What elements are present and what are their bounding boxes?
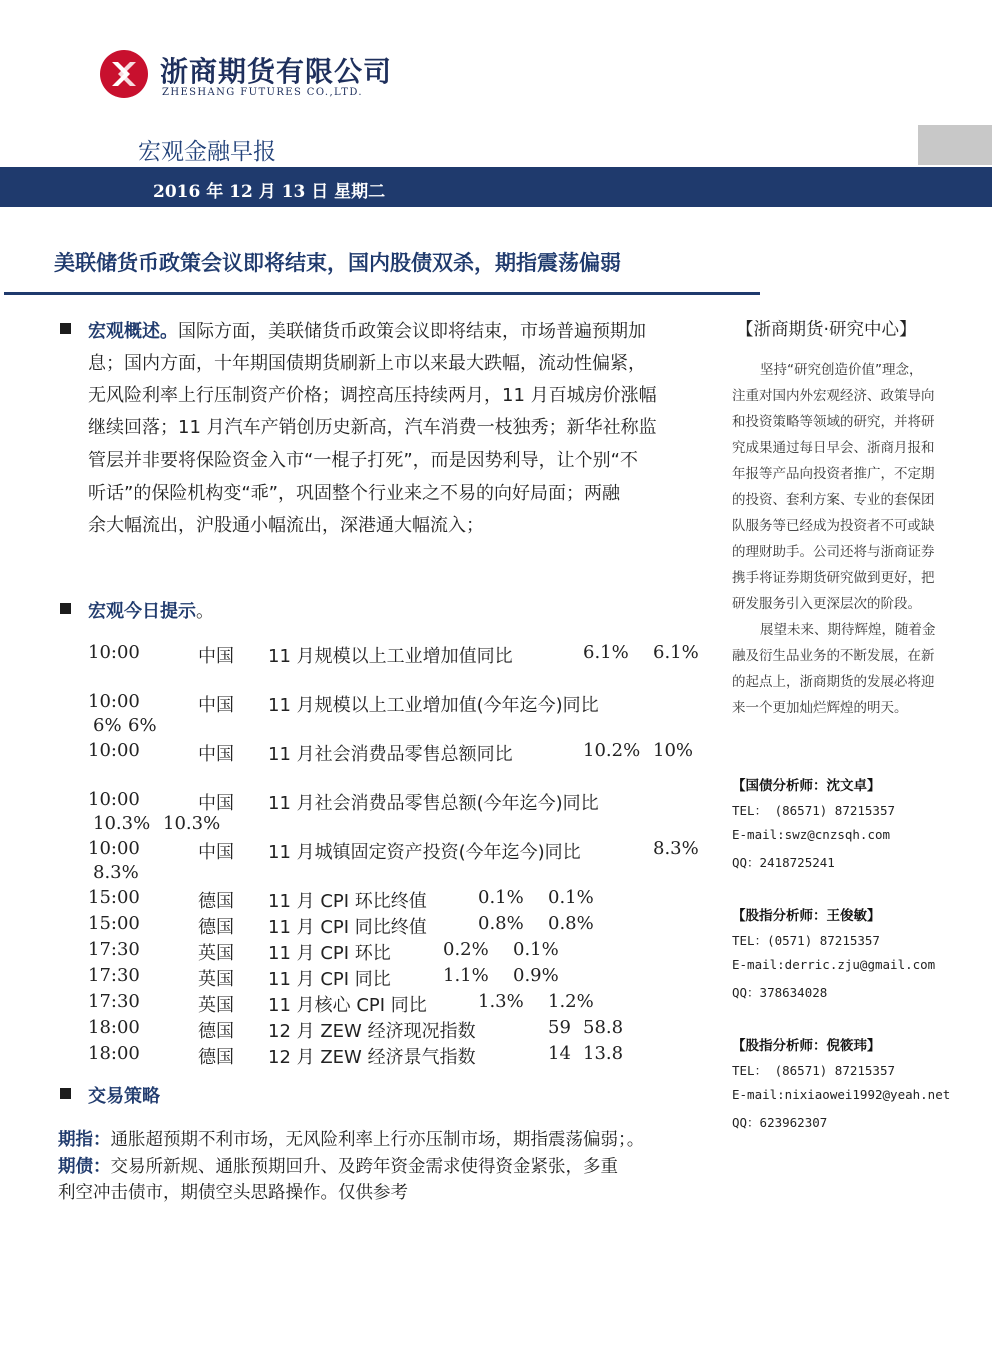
analyst-tel: TEL： (86571) 87215357 xyxy=(732,1063,896,1078)
date-bar xyxy=(0,167,992,207)
strategy-bond-line: 期债：交易所新规、通胀预期回升、及跨年资金需求使得资金紧张，多重 xyxy=(58,1157,618,1177)
event-indicator: 11 月规模以上工业增加值同比 xyxy=(268,646,513,667)
company-logo xyxy=(98,48,150,100)
event-country: 中国 xyxy=(198,842,234,863)
sidebar-para-line: 队服务等已经成为投资者不可或缺 xyxy=(732,518,935,534)
sidebar-para-line: 和投资策略等领域的研究，并将研 xyxy=(732,414,935,430)
event-forecast: 0.9% xyxy=(513,965,559,986)
event-prev: 8.3% xyxy=(653,838,699,859)
analyst-name: 【股指分析师：倪筱玮】 xyxy=(732,1038,881,1054)
today-title: 宏观今日提示。 xyxy=(88,601,214,622)
event-forecast: 6% xyxy=(128,715,157,736)
event-forecast: 0.1% xyxy=(548,887,594,908)
strategy-title: 交易策略 xyxy=(88,1086,160,1107)
event-indicator: 11 月 CPI 同比 xyxy=(268,969,391,990)
event-country: 中国 xyxy=(198,646,234,667)
event-prev: 10.2% xyxy=(583,740,641,761)
overview-line-2: 息；国内方面，十年期国债期货刷新上市以来最大跌幅，流动性偏紧， xyxy=(88,353,646,374)
event-country: 德国 xyxy=(198,1047,234,1068)
event-prev: 6.1% xyxy=(583,642,629,663)
event-time: 17:30 xyxy=(88,991,140,1012)
event-country: 英国 xyxy=(198,943,234,964)
analyst-name: 【国债分析师：沈文卓】 xyxy=(732,778,881,794)
event-country: 德国 xyxy=(198,917,234,938)
strategy-index-line: 期指：通胀超预期不利市场，无风险利率上行亦压制市场，期指震荡偏弱；。 xyxy=(58,1130,645,1150)
event-time: 10:00 xyxy=(88,789,140,810)
sidebar-para-line: 注重对国内外宏观经济、政策导向 xyxy=(732,388,935,404)
event-indicator: 12 月 ZEW 经济景气指数 xyxy=(268,1047,476,1068)
sidebar-para-line: 究成果通过每日早会、浙商月报和 xyxy=(732,440,935,456)
strategy-bond-line-2: 利空冲击债市，期债空头思路操作。仅供参考 xyxy=(58,1183,408,1203)
sidebar-para-line: 的投资、套利方案、专业的套保团 xyxy=(732,492,935,508)
company-name-en: ZHESHANG FUTURES CO.,LTD. xyxy=(162,87,363,98)
event-forecast: 8.3% xyxy=(93,862,139,883)
overview-line-3: 无风险利率上行压制资产价格；调控高压持续两月，11 月百城房价涨幅 xyxy=(88,385,657,406)
event-indicator: 11 月规模以上工业增加值(今年迄今)同比 xyxy=(268,695,599,716)
sidebar-para-line: 研发服务引入更深层次的阶段。 xyxy=(732,596,921,612)
section-bullet-icon xyxy=(60,1088,71,1099)
event-indicator: 11 月社会消费品零售总额(今年迄今)同比 xyxy=(268,793,599,814)
event-prev: 6% xyxy=(93,715,122,736)
event-time: 10:00 xyxy=(88,691,140,712)
headline-divider xyxy=(4,292,760,295)
event-forecast: 10% xyxy=(653,740,694,761)
event-forecast: 0.8% xyxy=(548,913,594,934)
event-time: 18:00 xyxy=(88,1043,140,1064)
event-time: 10:00 xyxy=(88,740,140,761)
sidebar-para-line: 来一个更加灿烂辉煌的明天。 xyxy=(732,700,908,716)
event-country: 中国 xyxy=(198,793,234,814)
event-time: 15:00 xyxy=(88,887,140,908)
event-forecast: 6.1% xyxy=(653,642,699,663)
sidebar-title: 【浙商期货·研究中心】 xyxy=(736,320,917,340)
analyst-name: 【股指分析师：王俊敏】 xyxy=(732,908,881,924)
event-time: 17:30 xyxy=(88,939,140,960)
section-bullet-icon xyxy=(60,603,71,614)
sidebar-para-line: 展望未来、期待辉煌，随着金 xyxy=(760,622,936,638)
overview-line-6: 听话”的保险机构变“乖”，巩固整个行业来之不易的向好局面；两融 xyxy=(88,483,620,504)
sidebar-para-line: 的起点上，浙商期货的发展必将迎 xyxy=(732,674,935,690)
event-prev: 10.3% xyxy=(93,813,151,834)
report-date: 2016 年 12 月 13 日 星期二 xyxy=(153,182,386,202)
event-time: 10:00 xyxy=(88,838,140,859)
event-prev: 59 xyxy=(548,1017,571,1038)
sidebar-para-line: 融及衍生品业务的不断发展，在新 xyxy=(732,648,935,664)
sidebar-para-line: 坚持“研究创造价值”理念， xyxy=(760,362,923,378)
analyst-qq: QQ：2418725241 xyxy=(732,855,835,870)
analyst-qq: QQ：378634028 xyxy=(732,985,828,1000)
sidebar-para-line: 的理财助手。公司还将与浙商证券 xyxy=(732,544,935,560)
event-prev: 0.1% xyxy=(478,887,524,908)
section-bullet-icon xyxy=(60,323,71,334)
event-indicator: 11 月核心 CPI 同比 xyxy=(268,995,427,1016)
event-country: 英国 xyxy=(198,995,234,1016)
event-time: 15:00 xyxy=(88,913,140,934)
overview-line-7: 余大幅流出，沪股通小幅流出，深港通大幅流入； xyxy=(88,515,484,536)
analyst-email[interactable]: E-mail:derric.zju@gmail.com xyxy=(732,957,936,972)
event-prev: 14 xyxy=(548,1043,571,1064)
event-indicator: 11 月 CPI 同比终值 xyxy=(268,917,427,938)
event-forecast: 13.8 xyxy=(583,1043,624,1064)
event-country: 中国 xyxy=(198,744,234,765)
sidebar-para-line: 携手将证券期货研究做到更好，把 xyxy=(732,570,935,586)
event-indicator: 11 月 CPI 环比终值 xyxy=(268,891,427,912)
event-indicator: 11 月 CPI 环比 xyxy=(268,943,391,964)
overview-label: 宏观概述。 xyxy=(88,321,178,342)
analyst-email[interactable]: E-mail:swz@cnzsqh.com xyxy=(732,827,891,842)
event-forecast: 58.8 xyxy=(583,1017,624,1038)
overview-line-4: 继续回落；11 月汽车产销创历史新高，汽车消费一枝独秀；新华社称监 xyxy=(88,417,657,438)
event-time: 17:30 xyxy=(88,965,140,986)
analyst-qq: QQ：623962307 xyxy=(732,1115,828,1130)
sidebar-para-line: 年报等产品向投资者推广，不定期 xyxy=(732,466,935,482)
report-type: 宏观金融早报 xyxy=(138,139,276,165)
event-forecast: 1.2% xyxy=(548,991,594,1012)
event-indicator: 11 月社会消费品零售总额同比 xyxy=(268,744,513,765)
event-time: 10:00 xyxy=(88,642,140,663)
analyst-email[interactable]: E-mail:nixiaowei1992@yeah.net xyxy=(732,1087,951,1102)
overview-line-1: 宏观概述。国际方面，美联储货币政策会议即将结束，市场普遍预期加 xyxy=(88,321,646,342)
company-name-cn: 浙商期货有限公司 xyxy=(160,55,393,88)
event-forecast: 0.1% xyxy=(513,939,559,960)
analyst-tel: TEL：(0571) 87215357 xyxy=(732,933,880,948)
event-time: 18:00 xyxy=(88,1017,140,1038)
event-country: 德国 xyxy=(198,1021,234,1042)
corner-gray-block xyxy=(918,125,992,165)
event-country: 英国 xyxy=(198,969,234,990)
event-country: 中国 xyxy=(198,695,234,716)
event-country: 德国 xyxy=(198,891,234,912)
event-prev: 0.2% xyxy=(443,939,489,960)
headline: 美联储货币政策会议即将结束，国内股债双杀，期指震荡偏弱 xyxy=(54,251,621,275)
event-indicator: 12 月 ZEW 经济现况指数 xyxy=(268,1021,476,1042)
event-prev: 0.8% xyxy=(478,913,524,934)
event-prev: 1.3% xyxy=(478,991,524,1012)
event-indicator: 11 月城镇固定资产投资(今年迄今)同比 xyxy=(268,842,581,863)
overview-line-5: 管层并非要将保险资金入市“一棍子打死”，而是因势利导，让个别“不 xyxy=(88,450,638,471)
event-forecast: 10.3% xyxy=(163,813,221,834)
analyst-tel: TEL： (86571) 87215357 xyxy=(732,803,896,818)
event-prev: 1.1% xyxy=(443,965,489,986)
